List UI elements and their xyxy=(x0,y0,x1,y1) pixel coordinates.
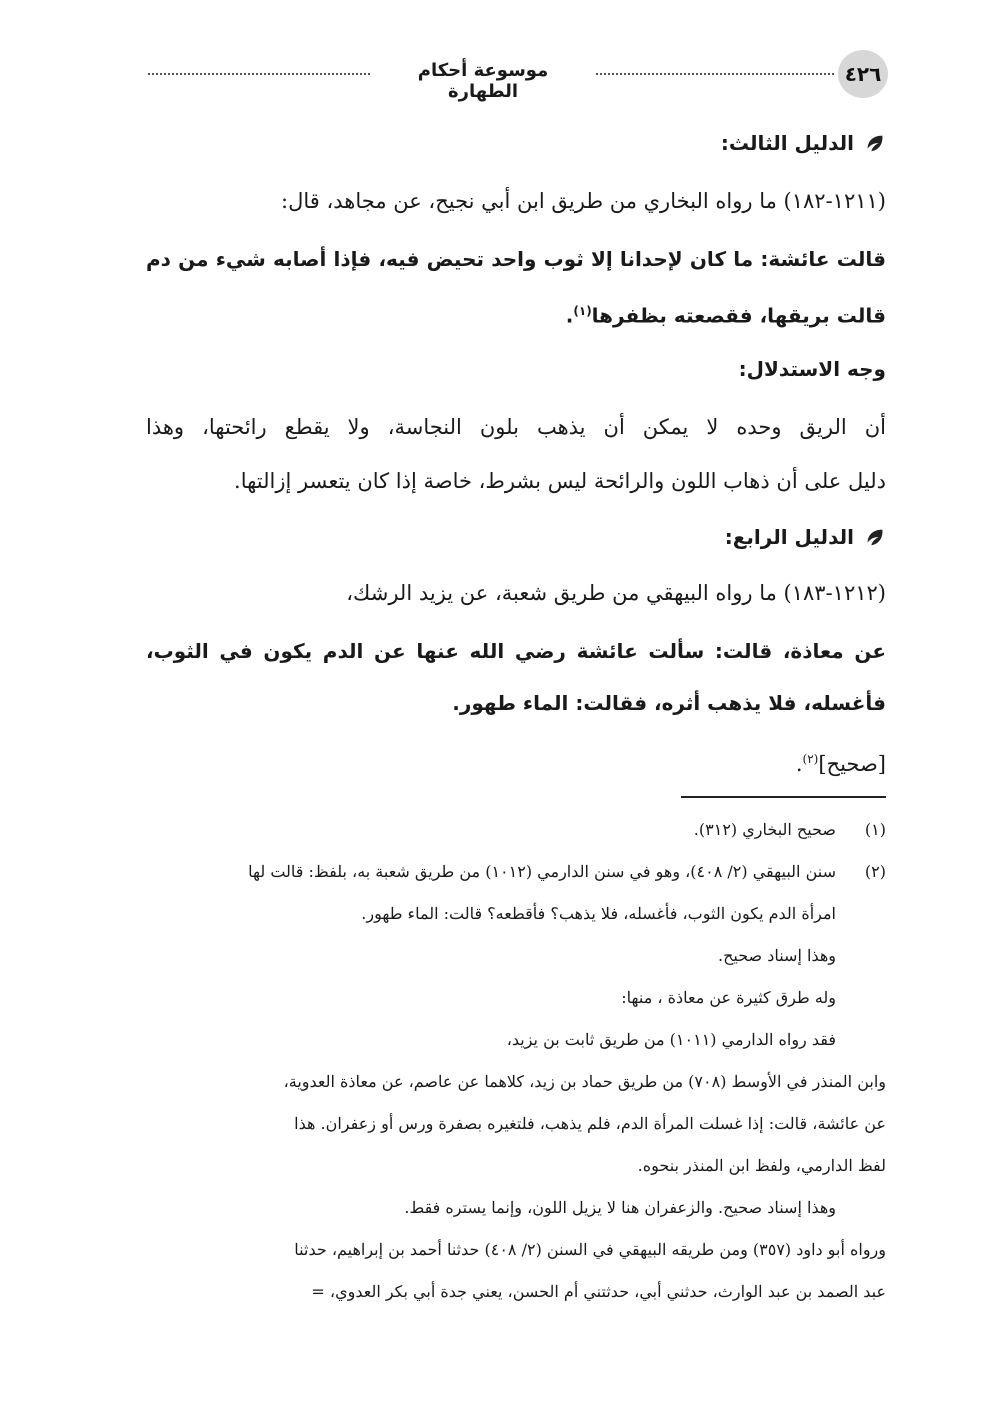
footnote-2-line: وهذا إسناد صحيح. xyxy=(717,946,836,965)
hadith-chain-1: (١٢١١-١٨٢) ما رواه البخاري من طريق ابن أبي نجيح، عن مجاهد، قال: xyxy=(281,189,886,213)
hadith-chain-2: (١٢١٢-١٨٣) ما رواه البيهقي من طريق شعبة، عن يزيد الرشك، xyxy=(346,581,886,605)
footnote-2-line: وابن المنذر في الأوسط (٧٠٨) من طريق حماد بن زيد، كلاهما عن عاصم، عن معاذة العدوية، xyxy=(283,1072,886,1091)
header-dotted-rule-right xyxy=(596,73,834,75)
footnote-2-line: ورواه أبو داود (٣٥٧) ومن طريقه البيهقي في السنن (٢/ ٤٠٨) حدثنا أحمد بن إبراهيم، حدثنا xyxy=(294,1240,886,1259)
page-number: ٤٢٦ xyxy=(838,50,888,98)
footnote-2-line: عن عائشة، قالت: إذا غسلت المرأة الدم، فلم يذهب، فلتغيره بصفرة ورس أو زعفران. هذا xyxy=(294,1114,886,1133)
footnote-2-number: (٢) xyxy=(864,862,886,881)
hadith-text-1b: قالت بريقها، فقصعته بظفرها$^{(١)}$. xyxy=(565,303,886,328)
leaf-bullet-icon xyxy=(864,132,886,154)
hadith-text-2b: فأغسله، فلا يذهب أثره، فقالت: الماء طهور. xyxy=(452,691,886,715)
hadith-text-1a: قالت عائشة: ما كان لإحدانا إلا ثوب واحد تحيض فيه، فإذا أصابه شيء من دم xyxy=(146,247,886,271)
authenticity-verdict: [صحيح]$^{(٢)}$. xyxy=(795,752,886,776)
footnote-2-line: عبد الصمد بن عبد الوارث، حدثني أبي، حدثتني أم الحسن، يعني جدة أبي بكر العدوي، = xyxy=(311,1282,886,1301)
book-title: موسوعة أحكام الطهارة xyxy=(417,60,549,102)
leaf-bullet-icon xyxy=(864,526,886,548)
inference-text-a: أن الريق وحده لا يمكن أن يذهب بلون النجاسة، ولا يقطع رائحتها، وهذا xyxy=(146,415,886,439)
footnote-separator xyxy=(681,796,886,798)
footnote-2-line: لفظ الدارمي، ولفظ ابن المنذر بنحوه. xyxy=(637,1156,886,1175)
footnote-1-text: صحيح البخاري (٣١٢). xyxy=(693,820,836,839)
footnote-2-line: سنن البيهقي (٢/ ٤٠٨)، وهو في سنن الدارمي (١٠١٢) من طريق شعبة به، بلفظ: قالت لها xyxy=(248,862,836,881)
heading-third-evidence: الدليل الثالث: xyxy=(721,128,886,158)
heading-fourth-evidence: الدليل الرابع: xyxy=(725,522,886,552)
footnote-2-line: وهذا إسناد صحيح. والزعفران هنا لا يزيل اللون، وإنما يستره فقط. xyxy=(404,1198,836,1217)
hadith-text-2a: عن معاذة، قالت: سألت عائشة رضي الله عنها عن الدم يكون في الثوب، xyxy=(146,639,886,663)
heading-inference: وجه الاستدلال: xyxy=(738,357,886,381)
footnote-2-line: وله طرق كثيرة عن معاذة ، منها: xyxy=(621,988,836,1007)
footnote-1-number: (١) xyxy=(864,820,886,839)
footnote-ref-1[interactable]: (١) xyxy=(573,304,592,318)
running-header xyxy=(148,50,888,102)
footnote-ref-2[interactable]: (٢) xyxy=(802,752,819,766)
footnote-2-line: فقد رواه الدارمي (١٠١١) من طريق ثابت بن يزيد، xyxy=(506,1030,836,1049)
footnote-2-line: امرأة الدم يكون الثوب، فأغسله، فلا يذهب؟ فأقطعه؟ قالت: الماء طهور. xyxy=(361,904,836,923)
header-dotted-rule-left xyxy=(148,73,370,75)
inference-text-b: دليل على أن ذهاب اللون والرائحة ليس بشرط، خاصة إذا كان يتعسر إزالتها. xyxy=(234,469,886,493)
